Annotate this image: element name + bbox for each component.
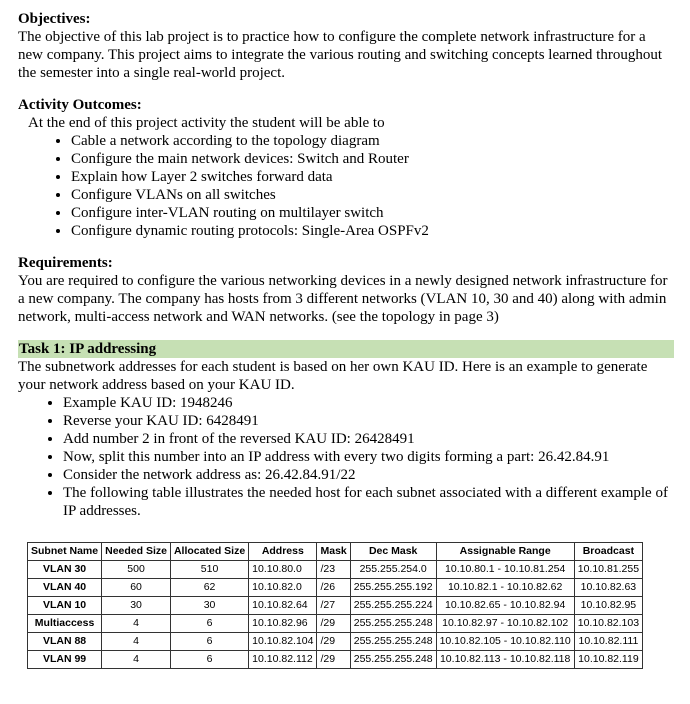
broadcast-cell: 10.10.82.103 — [574, 615, 642, 633]
address-cell: 10.10.82.0 — [249, 579, 317, 597]
table-row — [28, 597, 643, 615]
assignable-range-cell: 10.10.82.65 - 10.10.82.94 — [436, 597, 574, 615]
document-page — [18, 10, 674, 669]
dec-mask-cell: 255.255.255.248 — [350, 615, 436, 633]
dec-mask-cell: 255.255.255.248 — [350, 651, 436, 669]
activity-intro: At the end of this project activity the student will be able to — [28, 115, 385, 131]
mask-cell: /29 — [317, 651, 350, 669]
address-cell: 10.10.82.64 — [249, 597, 317, 615]
list-item: • Configure dynamic routing protocols: Single-Area OSPFv2 — [71, 222, 674, 240]
address-cell: 10.10.82.104 — [249, 633, 317, 651]
requirements-text: You are required to configure the various networking devices in a newly designed network infrastructure for a new company. The company has hosts from 3 different networks (VLAN 10, 30 and 40) along with admin network, multi-access network and WAN networks. (see the topology in page 3) — [18, 273, 668, 325]
dec-mask-cell: 255.255.254.0 — [350, 561, 436, 579]
list-item: • Configure the main network devices: Switch and Router — [71, 150, 674, 168]
list-item: • Consider the network address as: 26.42.84.91/22 — [63, 466, 674, 484]
list-item: • The following table illustrates the needed host for each subnet associated with a different example of IP addresses. — [63, 484, 674, 520]
objectives-heading: Objectives: — [18, 11, 91, 27]
assignable-range-cell: 10.10.82.1 - 10.10.82.62 — [436, 579, 574, 597]
broadcast-cell: 10.10.82.111 — [574, 633, 642, 651]
list-item: • Reverse your KAU ID: 6428491 — [63, 412, 674, 430]
column-header: Mask — [317, 543, 350, 561]
column-header: Assignable Range — [436, 543, 574, 561]
list-item: • Configure VLANs on all switches — [71, 186, 674, 204]
mask-cell: /23 — [317, 561, 350, 579]
task1-steps-list — [18, 394, 674, 520]
column-header: Subnet Name — [28, 543, 102, 561]
needed-size-cell: 4 — [102, 651, 171, 669]
assignable-range-cell: 10.10.82.105 - 10.10.82.110 — [436, 633, 574, 651]
mask-cell: /29 — [317, 633, 350, 651]
allocated-size-cell: 510 — [170, 561, 248, 579]
mask-cell: /29 — [317, 615, 350, 633]
objectives-text: The objective of this lab project is to practice how to configure the complete network infrastructure for a new company. This project aims to integrate the various routing and switching concepts learned throughout the semester into a single real-world project. — [18, 29, 663, 81]
list-item: • Now, split this number into an IP address with every two digits forming a part: 26.42.84.91 — [63, 448, 674, 466]
allocated-size-cell: 6 — [170, 615, 248, 633]
table-row — [28, 579, 643, 597]
subnet-table — [27, 542, 643, 669]
activity-section — [18, 96, 674, 240]
assignable-range-cell: 10.10.82.113 - 10.10.82.118 — [436, 651, 574, 669]
list-item: • Example KAU ID: 1948246 — [63, 394, 674, 412]
table-row — [28, 561, 643, 579]
address-cell: 10.10.82.112 — [249, 651, 317, 669]
column-header: Dec Mask — [350, 543, 436, 561]
table-row — [28, 651, 643, 669]
subnet-name-cell: VLAN 88 — [28, 633, 102, 651]
requirements-section — [18, 254, 674, 326]
task1-section — [18, 340, 674, 669]
list-item: • Add number 2 in front of the reversed KAU ID: 26428491 — [63, 430, 674, 448]
assignable-range-cell: 10.10.80.1 - 10.10.81.254 — [436, 561, 574, 579]
broadcast-cell: 10.10.82.63 — [574, 579, 642, 597]
allocated-size-cell: 30 — [170, 597, 248, 615]
broadcast-cell: 10.10.82.95 — [574, 597, 642, 615]
column-header: Address — [249, 543, 317, 561]
column-header: Needed Size — [102, 543, 171, 561]
allocated-size-cell: 6 — [170, 633, 248, 651]
needed-size-cell: 4 — [102, 615, 171, 633]
needed-size-cell: 500 — [102, 561, 171, 579]
subnet-name-cell: VLAN 40 — [28, 579, 102, 597]
list-item: • Cable a network according to the topology diagram — [71, 132, 674, 150]
dec-mask-cell: 255.255.255.248 — [350, 633, 436, 651]
task1-text: The subnetwork addresses for each student is based on her own KAU ID. Here is an example to generate your network address based on your KAU ID. — [18, 359, 648, 393]
mask-cell: /27 — [317, 597, 350, 615]
column-header: Allocated Size — [170, 543, 248, 561]
allocated-size-cell: 62 — [170, 579, 248, 597]
list-item: • Configure inter-VLAN routing on multilayer switch — [71, 204, 674, 222]
mask-cell: /26 — [317, 579, 350, 597]
address-cell: 10.10.80.0 — [249, 561, 317, 579]
activity-heading: Activity Outcomes: — [18, 97, 142, 113]
activity-outcome-list — [18, 132, 674, 240]
needed-size-cell: 30 — [102, 597, 171, 615]
objectives-section — [18, 10, 674, 82]
list-item: • Explain how Layer 2 switches forward data — [71, 168, 674, 186]
task1-heading: Task 1: IP addressing — [18, 340, 674, 358]
subnet-name-cell: VLAN 10 — [28, 597, 102, 615]
column-header: Broadcast — [574, 543, 642, 561]
table-row — [28, 615, 643, 633]
needed-size-cell: 60 — [102, 579, 171, 597]
needed-size-cell: 4 — [102, 633, 171, 651]
table-body — [28, 561, 643, 669]
requirements-heading: Requirements: — [18, 255, 113, 271]
broadcast-cell: 10.10.81.255 — [574, 561, 642, 579]
allocated-size-cell: 6 — [170, 651, 248, 669]
dec-mask-cell: 255.255.255.192 — [350, 579, 436, 597]
assignable-range-cell: 10.10.82.97 - 10.10.82.102 — [436, 615, 574, 633]
table-header-row — [28, 543, 643, 561]
dec-mask-cell: 255.255.255.224 — [350, 597, 436, 615]
subnet-name-cell: VLAN 30 — [28, 561, 102, 579]
address-cell: 10.10.82.96 — [249, 615, 317, 633]
broadcast-cell: 10.10.82.119 — [574, 651, 642, 669]
table-row — [28, 633, 643, 651]
subnet-name-cell: Multiaccess — [28, 615, 102, 633]
subnet-name-cell: VLAN 99 — [28, 651, 102, 669]
